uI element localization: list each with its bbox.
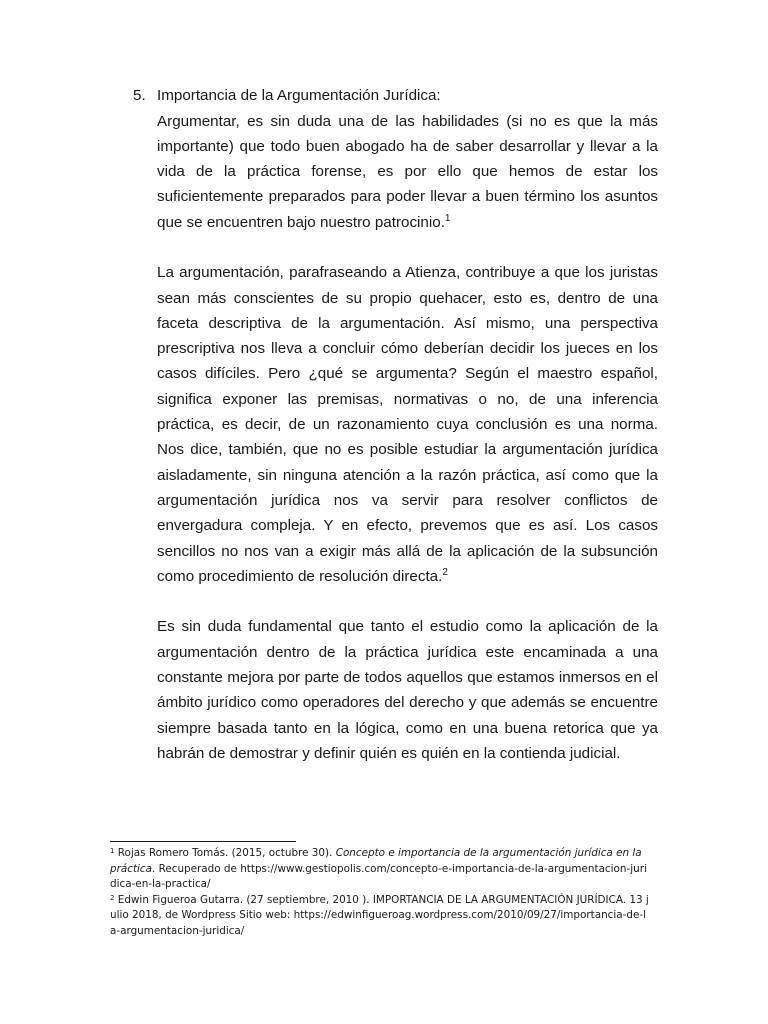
paragraph-2-text: La argumentación, parafraseando a Atienza, contribuye a que los juristas sean más conscientes de su propio quehacer, esto es, dentro de una faceta descriptiva de la argumentación. Así mismo, una perspectiva prescriptiva nos lleva a concluir cómo deberían decidir los jueces en los casos difíciles. Pero ¿qué se argumenta? Según el maestro español, significa exponer las premisas, normativas o no, de una inferencia práctica, es decir, de un razonamiento cuya conclusión es una norma. Nos dice, también, que no es posible estudiar la argumentación jurídica aisladamente, sin ninguna atención a la razón práctica, así como que la argumentación jurídica nos va servir para resolver conflictos de envergadura compleja. Y en efecto, prevemos que es así. Los casos sencillos no nos van a exigir más allá de la aplicación de la subsunción como procedimiento de resolución directa.	[157, 264, 658, 585]
footnote-1-tail[interactable]: . Recuperado de https://www.gestiopolis.com/concepto-e-importancia-de-la-argumentacion-juridica-en-la-practica/	[110, 862, 647, 890]
footnote-2-lead[interactable]: Edwin Figueroa Gutarra. (27 septiembre, 2010 ). IMPORTANCIA DE LA ARGUMENTACIÓN JURÍDICA. 13 julio 2018, de Wordpress Sitio web: https://edwinfigueroag.wordpress.com/2010/09/27/importancia-de-la-argumentacion-juridica/	[110, 893, 649, 937]
section-title: Importancia de la Argumentación Jurídica:	[157, 87, 441, 104]
section-number: 5.	[133, 87, 146, 104]
footnote-mark-2: 2	[110, 893, 115, 902]
paragraph-2	[157, 260, 658, 589]
footnote-1-lead: Rojas Romero Tomás. (2015, octubre 30).	[114, 847, 336, 859]
paragraph-3	[157, 614, 658, 766]
section-5	[133, 84, 658, 766]
paragraph-1	[157, 109, 658, 235]
footnote-2	[110, 893, 650, 940]
section-body	[157, 109, 658, 767]
footnotes	[110, 846, 650, 939]
paragraph-1-text: Argumentar, es sin duda una de las habilidades (si no es que la más importante) que todo buen abogado ha de saber desarrollar y llevar a la vida de la práctica forense, es por ello que hemos de estar los suficientemente preparados para poder llevar a buen término los asuntos que se encuentren bajo nuestro patrocinio.	[157, 112, 658, 231]
section-heading	[133, 84, 658, 109]
paragraph-3-text: Es sin duda fundamental que tanto el estudio como la aplicación de la argumentación dentro de la práctica jurídica este encaminada a una constante mejora por parte de todos aquellos que estamos inmersos en el ámbito jurídico como operadores del derecho y que además se encuentre siempre basada tanto en la lógica, como en una buena retorica que ya habrán de demostrar y definir quién es quién en la contienda judicial.	[157, 618, 658, 762]
footnote-mark-1: 1	[110, 847, 115, 855]
footnote-ref-1[interactable]: 1	[444, 212, 451, 224]
footnote-1	[110, 846, 650, 893]
footnote-1-title: Concepto e importancia de la argumentación jurídica en la práctica	[110, 847, 642, 875]
footnote-ref-2[interactable]: 2	[442, 566, 448, 578]
footnote-separator	[110, 841, 296, 842]
